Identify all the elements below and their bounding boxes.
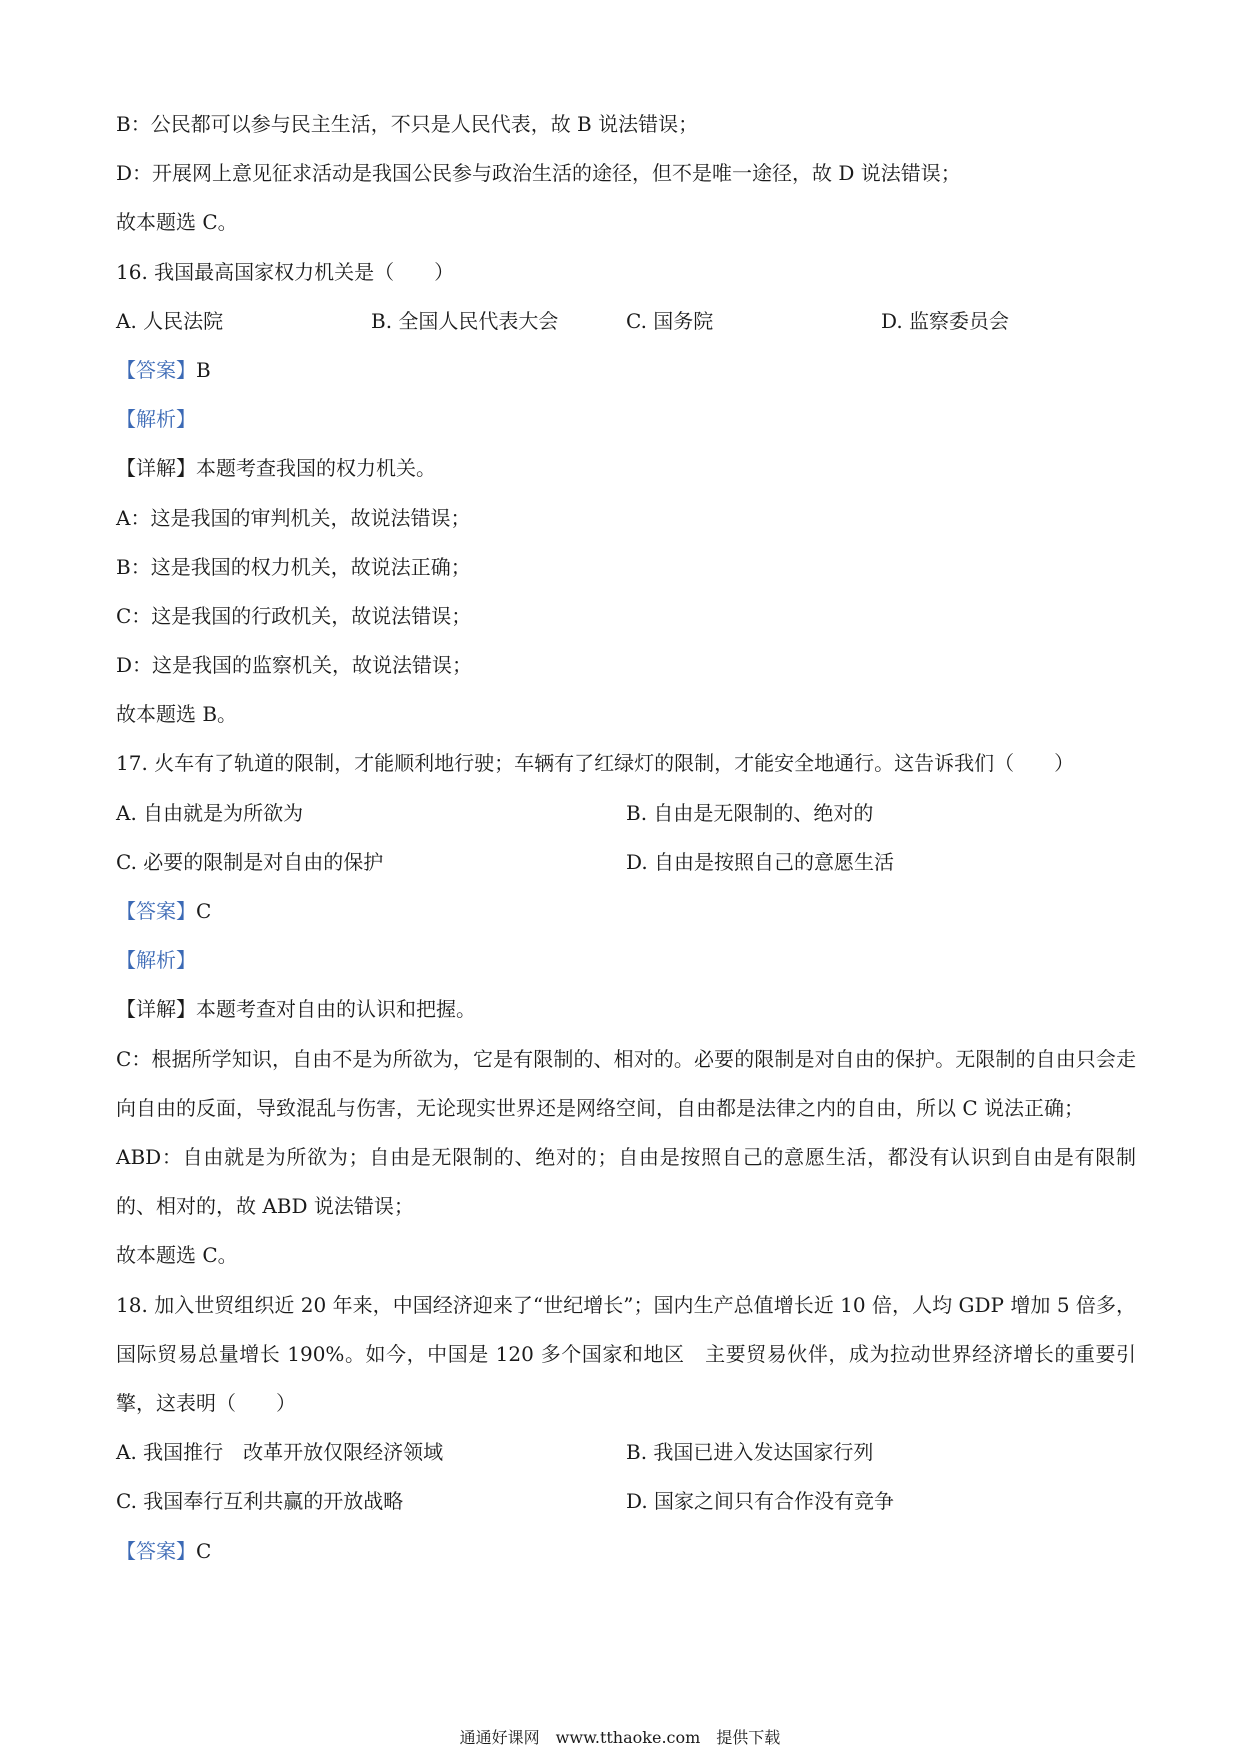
- q18-options-row2: [116, 1477, 1136, 1526]
- q17-option-b: B. 自由是无限制的、绝对的: [626, 800, 874, 825]
- q16-detail: 【详解】本题考查我国的权力机关。: [116, 456, 436, 481]
- q16-options: [116, 297, 1136, 346]
- q17-option-c: C. 必要的限制是对自由的保护: [116, 849, 384, 874]
- q17-detail: 【详解】本题考查对自由的认识和把握。: [116, 997, 476, 1022]
- answer-value: C: [196, 899, 212, 923]
- q17-analysis-abd: ABD：自由就是为所欲为；自由是无限制的、绝对的；自由是按照自己的意愿生活，都没有认识到自由是有限制的、相对的，故 ABD 说法错误；: [116, 1144, 1136, 1219]
- q16-analysis-a: A：这是我国的审判机关，故说法错误；: [116, 505, 471, 530]
- q16-option-b: B. 全国人民代表大会: [371, 308, 559, 333]
- q16-analysis-d: D：这是我国的监察机关，故说法错误；: [116, 653, 473, 678]
- answer-tag: 【答案】: [116, 899, 196, 923]
- q16-analysis-b: B：这是我国的权力机关，故说法正确；: [116, 554, 471, 579]
- q16-option-a: A. 人民法院: [116, 308, 224, 333]
- q17-analysis-tag: 【解析】: [116, 948, 196, 973]
- page-footer: 通通好课网 www.tthaoke.com 提供下载: [459, 1728, 781, 1747]
- q18-answer: [116, 1527, 1136, 1576]
- q15-option-b-analysis: B：公民都可以参与民主生活，不只是人民代表，故 B 说法错误；: [116, 112, 699, 136]
- q18-option-b: B. 我国已进入发达国家行列: [626, 1440, 874, 1465]
- q17-options-row2: [116, 838, 1136, 887]
- q18-option-d: D. 国家之间只有合作没有竞争: [626, 1489, 895, 1514]
- q16-analysis-c: C：这是我国的行政机关，故说法错误；: [116, 603, 472, 628]
- q16-option-c: C. 国务院: [626, 308, 714, 333]
- answer-value: B: [196, 357, 211, 382]
- q16-option-d: D. 监察委员会: [881, 308, 1010, 333]
- document-body: [116, 100, 1136, 1576]
- q18-option-a: A. 我国推行 改革开放仅限经济领域: [116, 1440, 444, 1465]
- q17-options-row1: [116, 789, 1136, 838]
- q17-stem: 17. 火车有了轨道的限制，才能顺利地行驶；车辆有了红绿灯的限制，才能安全地通行。这告诉我们（ ）: [116, 751, 1075, 776]
- q16-analysis-tag: 【解析】: [116, 407, 196, 432]
- q17-option-a: A. 自由就是为所欲为: [116, 800, 304, 825]
- q16-stem: 16. 我国最高国家权力机关是（ ）: [116, 259, 455, 284]
- q16-answer: [116, 346, 1136, 395]
- q17-answer: [116, 887, 1136, 936]
- q18-option-c: C. 我国奉行互利共赢的开放战略: [116, 1489, 404, 1514]
- q18-options-row1: [116, 1428, 1136, 1477]
- answer-tag: 【答案】: [116, 357, 196, 382]
- q17-analysis-c: C：根据所学知识，自由不是为所欲为，它是有限制的、相对的。必要的限制是对自由的保护。无限制的自由只会走向自由的反面，导致混乱与伤害，无论现实世界还是网络空间，自由都是法律之内的自由，所以 C 说法正确；: [116, 1046, 1136, 1120]
- q15-conclusion: 故本题选 C。: [116, 210, 238, 235]
- q16-conclusion: 故本题选 B。: [116, 702, 238, 727]
- answer-value: C: [196, 1538, 212, 1563]
- q18-stem: 18. 加入世贸组织近 20 年来，中国经济迎来了“世纪增长”；国内生产总值增长近 10 倍，人均 GDP 增加 5 倍多，国际贸易总量增长 190%。如今，中国是 120 多个国家和地区 主要贸易伙伴，成为拉动世界经济增长的重要引擎，这表明（ ）: [116, 1292, 1136, 1415]
- q17-option-d: D. 自由是按照自己的意愿生活: [626, 849, 895, 874]
- q17-conclusion: 故本题选 C。: [116, 1243, 238, 1268]
- q15-option-d-analysis: D：开展网上意见征求活动是我国公民参与政治生活的途径，但不是唯一途径，故 D 说法错误；: [116, 161, 961, 186]
- answer-tag: 【答案】: [116, 1538, 196, 1563]
